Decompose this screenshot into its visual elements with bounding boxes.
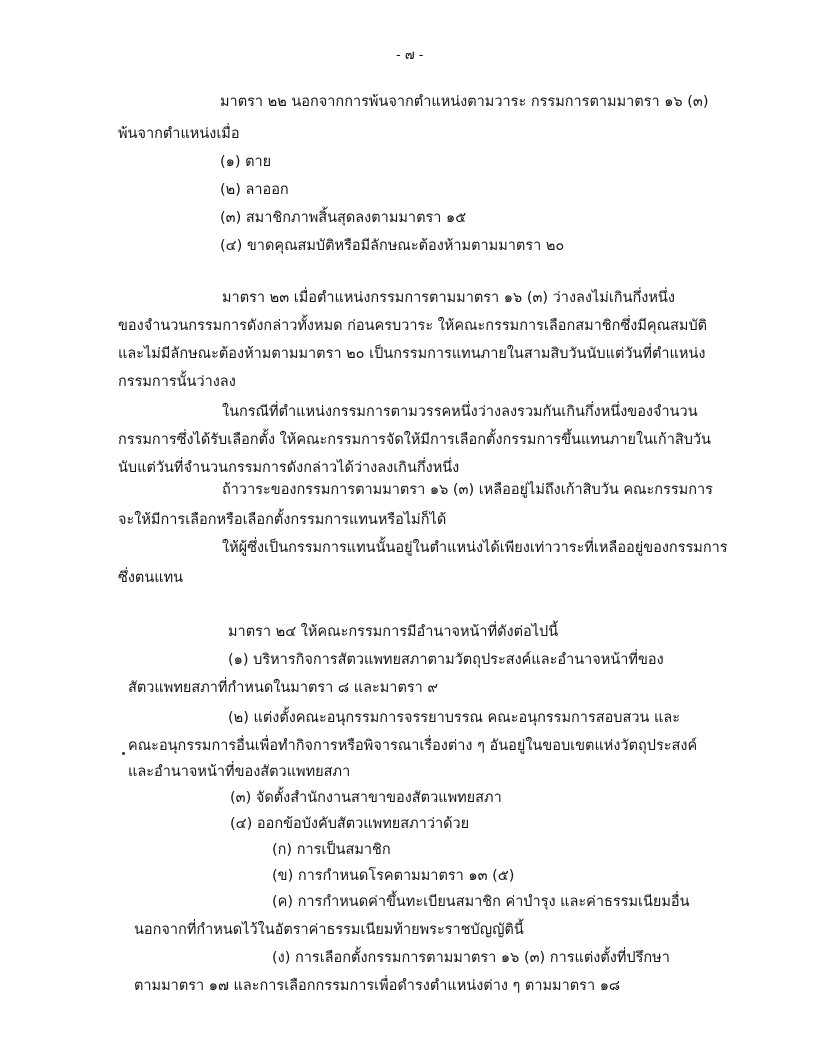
paragraph-line: และไม่มีลักษณะต้องห้ามตามมาตรา ๒๐ เป็นกรรมการแทนภายในสามสิบวันนับแต่วันที่ตำแหน่ง <box>118 346 706 362</box>
list-item: (๑) บริหารกิจการสัตวแพทยสภาตามวัตถุประสงค์และอำนาจหน้าที่ของ <box>228 652 664 668</box>
paragraph-line: กรรมการซึ่งได้รับเลือกตั้ง ให้คณะกรรมการจัดให้มีการเลือกตั้งกรรมการขึ้นแทนภายในเก้าสิบวัน <box>118 432 711 448</box>
list-item: (๓) สมาชิกภาพสิ้นสุดลงตามมาตรา ๑๕ <box>220 210 467 226</box>
section-24-heading: มาตรา ๒๔ ให้คณะกรรมการมีอำนาจหน้าที่ดังต่อไปนี้ <box>228 624 559 640</box>
scan-speck <box>122 752 125 755</box>
list-item: (๒) ลาออก <box>220 182 289 198</box>
paragraph-line: ในกรณีที่ตำแหน่งกรรมการตามวรรคหนึ่งว่างลงรวมกันเกินกึ่งหนึ่งของจำนวน <box>222 404 698 420</box>
section-23-heading: มาตรา ๒๓ เมื่อตำแหน่งกรรมการตามมาตรา ๑๖ (๓) ว่างลงไม่เกินกึ่งหนึ่ง <box>222 290 675 306</box>
paragraph-line: ของจำนวนกรรมการดังกล่าวทั้งหมด ก่อนครบวาระ ให้คณะกรรมการเลือกสมาชิกซึ่งมีคุณสมบัติ <box>118 318 708 334</box>
paragraph-line: ให้ผู้ซึ่งเป็นกรรมการแทนนั้นอยู่ในตำแหน่งได้เพียงเท่าวาระที่เหลืออยู่ของกรรมการ <box>222 540 728 556</box>
paragraph-line: กรรมการนั้นว่างลง <box>118 374 236 390</box>
paragraph-line: นับแต่วันที่จำนวนกรรมการดังกล่าวได้ว่างลงเกินกึ่งหนึ่ง <box>118 460 460 476</box>
paragraph-line: นอกจากที่กำหนดไว้ในอัตราค่าธรรมเนียมท้ายพระราชบัญญัตินี้ <box>134 922 524 938</box>
sub-list-item: (ก) การเป็นสมาชิก <box>272 842 391 858</box>
list-item: (๔) ขาดคุณสมบัติหรือมีลักษณะต้องห้ามตามมาตรา ๒๐ <box>220 238 565 254</box>
paragraph-line: ซึ่งตนแทน <box>118 570 184 586</box>
paragraph-line: ตามมาตรา ๑๗ และการเลือกกรรมการเพื่อดำรงตำแหน่งต่าง ๆ ตามมาตรา ๑๘ <box>134 978 621 994</box>
paragraph-line: จะให้มีการเลือกหรือเลือกตั้งกรรมการแทนหรือไม่ก็ได้ <box>118 512 447 528</box>
sub-list-item: (ง) การเลือกตั้งกรรมการตามมาตรา ๑๖ (๓) การแต่งตั้งที่ปรึกษา <box>272 950 670 966</box>
paragraph-line: และอำนาจหน้าที่ของสัตวแพทยสภา <box>128 764 351 780</box>
paragraph-line: สัตวแพทยสภาที่กำหนดในมาตรา ๘ และมาตรา ๙ <box>128 680 439 696</box>
list-item: (๒) แต่งตั้งคณะอนุกรรมการจรรยาบรรณ คณะอนุกรรมการสอบสวน และ <box>228 710 681 726</box>
paragraph-line: พ้นจากตำแหน่งเมื่อ <box>118 126 240 142</box>
paragraph-line: ถ้าวาระของกรรมการตามมาตรา ๑๖ (๓) เหลืออยู่ไม่ถึงเก้าสิบวัน คณะกรรมการ <box>222 482 713 498</box>
sub-list-item: (ค) การกำหนดค่าขึ้นทะเบียนสมาชิก ค่าบำรุง และค่าธรรมเนียมอื่น <box>272 894 690 910</box>
list-item: (๓) จัดตั้งสำนักงานสาขาของสัตวแพทยสภา <box>230 790 502 806</box>
section-22-heading: มาตรา ๒๒ นอกจากการพ้นจากตำแหน่งตามวาระ กรรมการตามมาตรา ๑๖ (๓) <box>220 94 709 110</box>
paragraph-line: คณะอนุกรรมการอื่นเพื่อทำกิจการหรือพิจารณาเรื่องต่าง ๆ อันอยู่ในขอบเขตแห่งวัตถุประสงค์ <box>128 738 698 754</box>
sub-list-item: (ข) การกำหนดโรคตามมาตรา ๑๓ (๕) <box>272 868 515 884</box>
list-item: (๑) ตาย <box>220 154 272 170</box>
list-item: (๔) ออกข้อบังคับสัตวแพทยสภาว่าด้วย <box>230 816 470 832</box>
page-number: - ๗ - <box>396 48 424 63</box>
